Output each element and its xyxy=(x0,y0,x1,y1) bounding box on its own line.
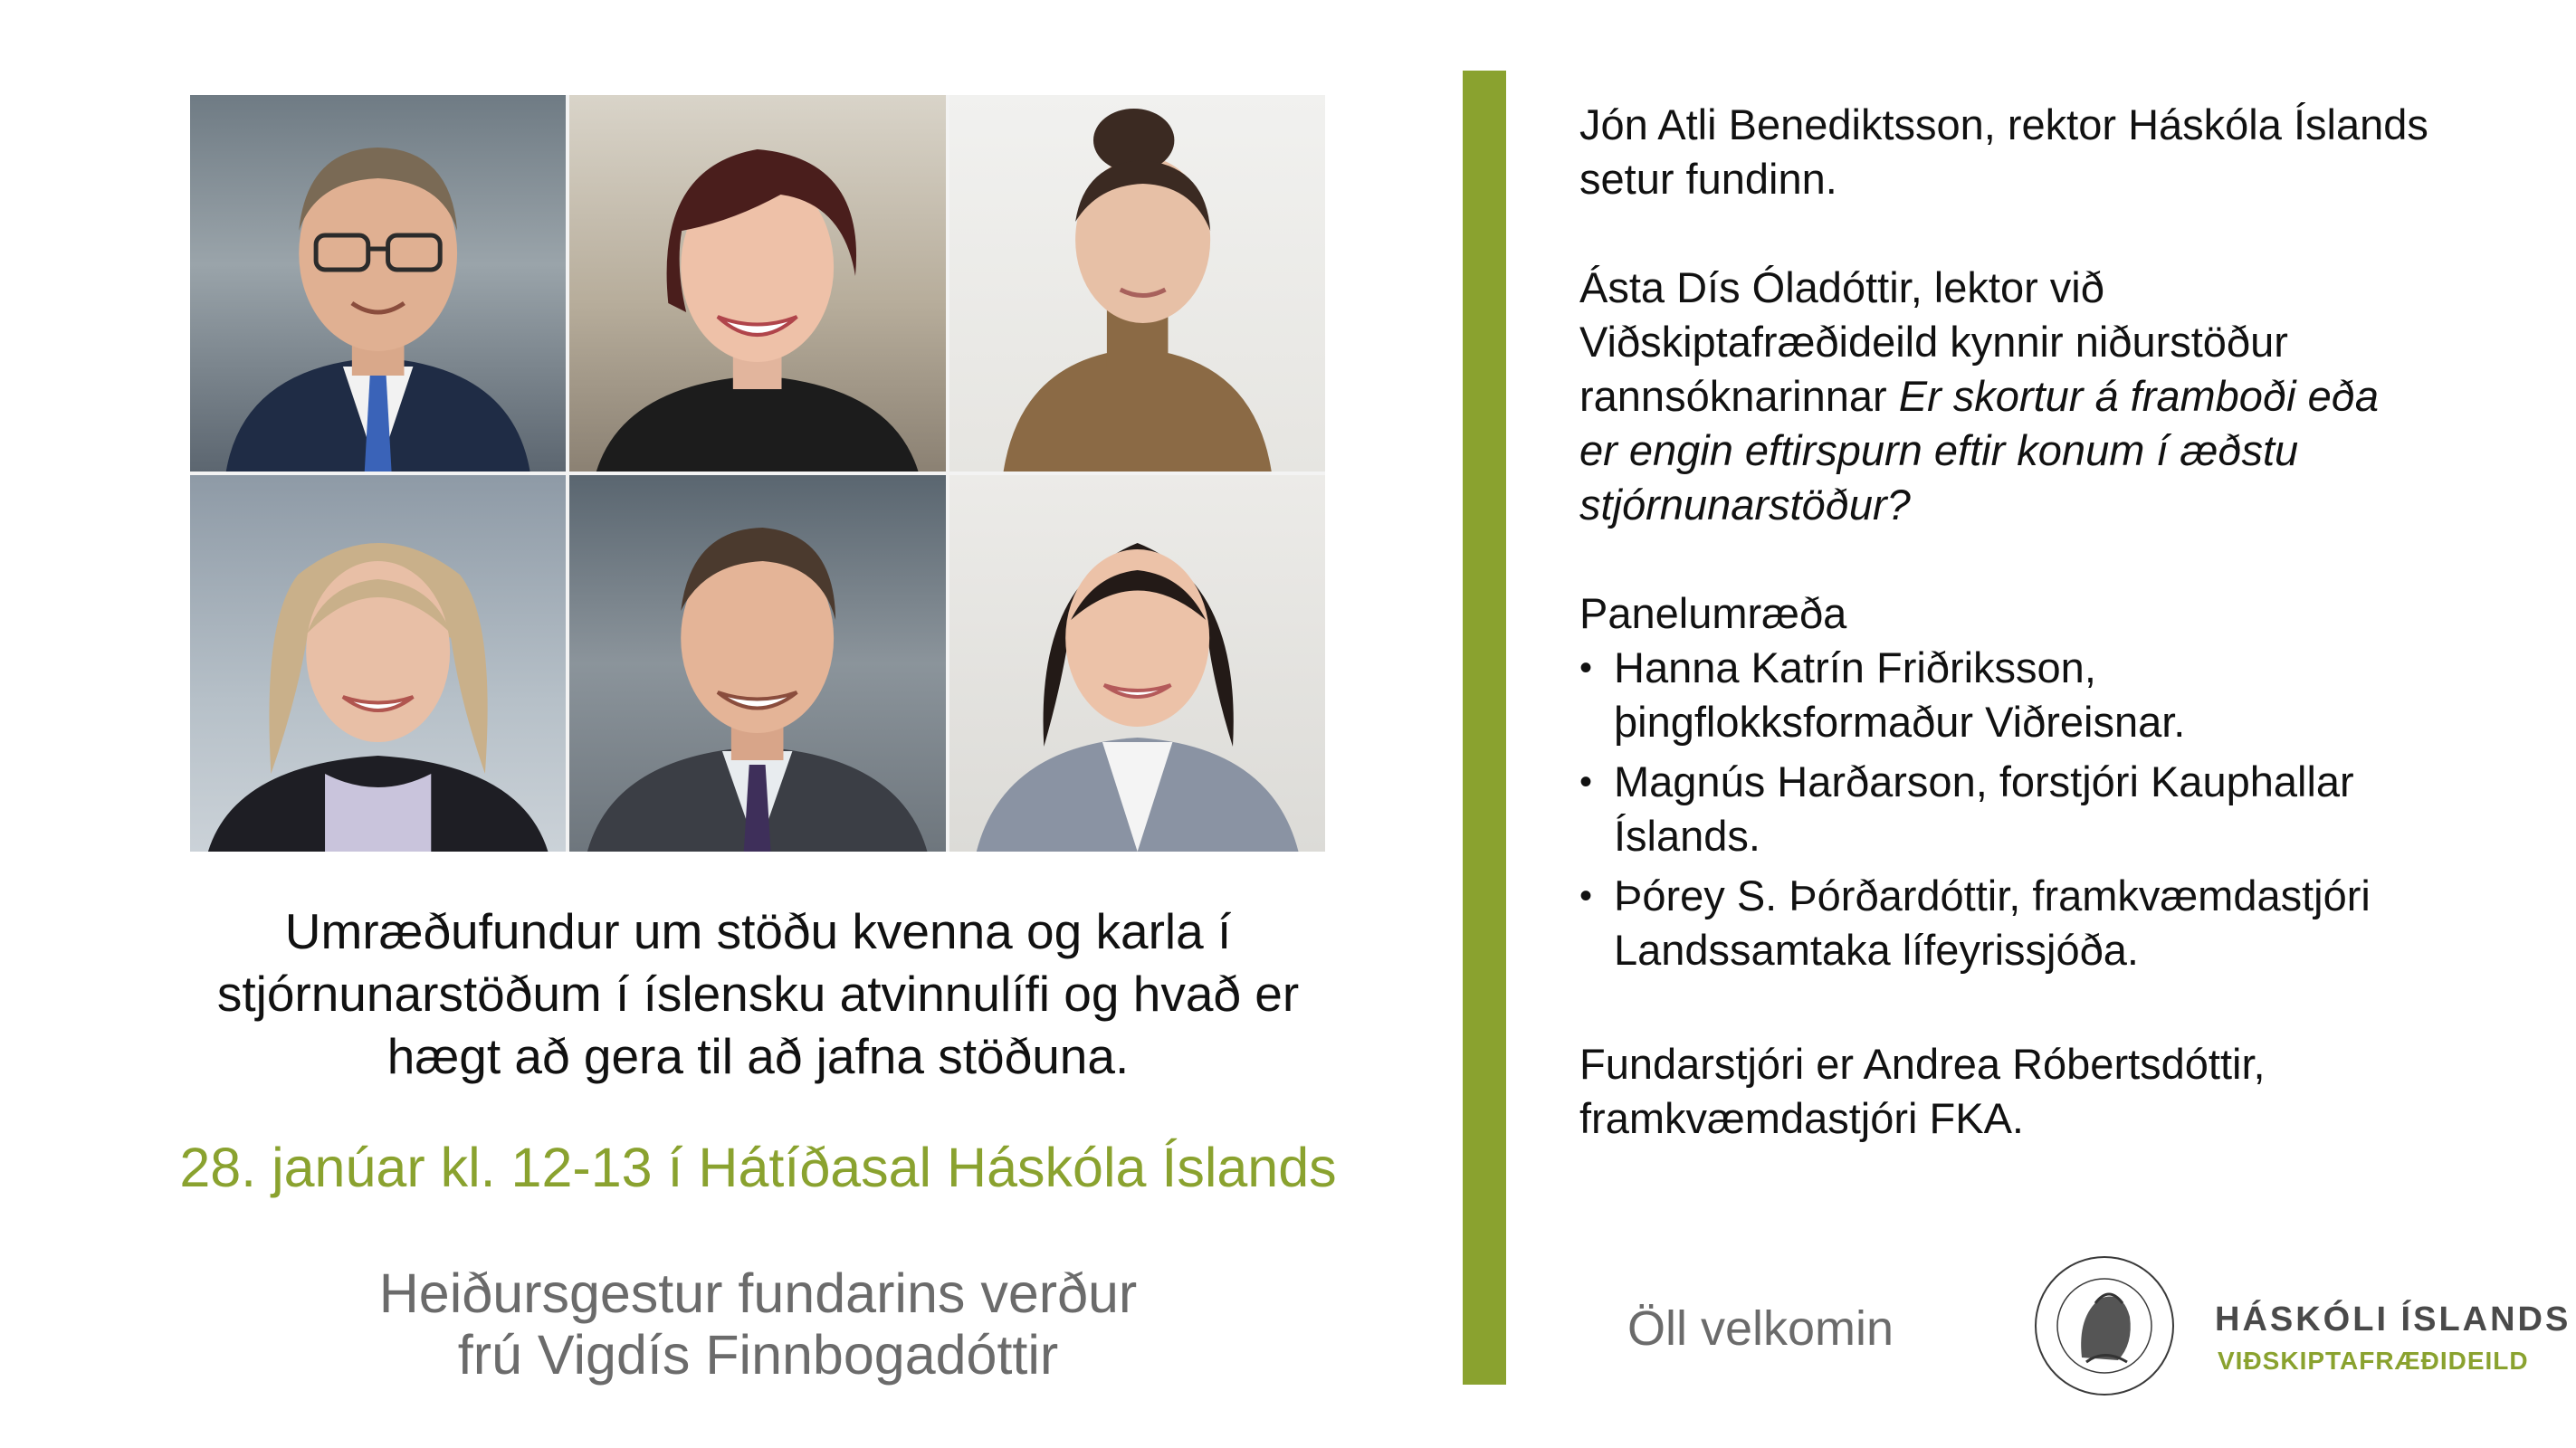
speaker-portrait xyxy=(190,475,566,852)
program-column xyxy=(1579,98,2539,1146)
headline-line: stjórnunarstöðum í íslensku atvinnulífi og hvað er xyxy=(216,966,1300,1022)
presentation-paragraph xyxy=(1579,261,2539,532)
speaker-portrait xyxy=(190,95,566,472)
speaker-portrait xyxy=(569,475,945,852)
research-title-line: er engin eftirspurn eftir konum í æðstu xyxy=(1579,426,2299,474)
opening-line: setur fundinn. xyxy=(1579,155,1837,203)
university-name: HÁSKÓLI ÍSLANDS xyxy=(2215,1300,2571,1338)
panel-member xyxy=(1579,755,2539,863)
opening-paragraph xyxy=(1579,98,2539,206)
speaker-portrait xyxy=(949,475,1325,852)
panel-member xyxy=(1579,641,2539,749)
welcome-text: Öll velkomin xyxy=(1627,1301,1894,1356)
moderator-paragraph xyxy=(1579,1037,2539,1146)
panel-member-line: Magnús Harðarson, forstjóri Kauphallar xyxy=(1614,757,2354,805)
headline-line: Umræðufundur um stöðu kvenna og karla í xyxy=(284,903,1232,959)
guest-of-honour xyxy=(127,1262,1389,1386)
opening-line: Jón Atli Benediktsson, rektor Háskóla Íslands xyxy=(1579,100,2428,148)
university-seal-icon xyxy=(2032,1253,2177,1398)
guest-line: Heiðursgestur fundarins verður xyxy=(378,1262,1138,1324)
presentation-line: Ásta Dís Óladóttir, lektor við xyxy=(1579,263,2104,311)
bullet-icon: • xyxy=(1579,876,1593,916)
panel-member-line: Landssamtaka lífeyrissjóða. xyxy=(1614,926,2139,974)
panel-list xyxy=(1579,641,2539,977)
presentation-lead: rannsóknarinnar xyxy=(1579,372,1899,420)
green-divider-bar xyxy=(1463,71,1506,1385)
panel-member-line: Íslands. xyxy=(1614,812,1760,860)
panel-member xyxy=(1579,869,2539,977)
research-title-line: stjórnunarstöður? xyxy=(1579,481,1911,529)
speaker-portrait xyxy=(949,95,1325,472)
bullet-icon: • xyxy=(1579,762,1593,802)
speaker-photo-grid xyxy=(190,95,1325,852)
moderator-line: framkvæmdastjóri FKA. xyxy=(1579,1094,2024,1142)
panel-member-line: Þórey S. Þórðardóttir, framkvæmdastjóri xyxy=(1614,872,2371,919)
moderator-line: Fundarstjóri er Andrea Róbertsdóttir, xyxy=(1579,1040,2266,1088)
presentation-line: Viðskiptafræðideild kynnir niðurstöður xyxy=(1579,318,2288,366)
speaker-portrait xyxy=(569,95,945,472)
panel-member-line: Hanna Katrín Friðriksson, xyxy=(1614,643,2096,691)
bullet-icon: • xyxy=(1579,648,1593,688)
research-title-line: Er skortur á framboði eða xyxy=(1898,372,2380,420)
panel-heading: Panelumræða xyxy=(1579,589,1847,637)
panel-member-line: þingflokksformaður Viðreisnar. xyxy=(1614,698,2186,746)
headline-line: hægt að gera til að jafna stöðuna. xyxy=(386,1028,1130,1084)
guest-line: frú Vigdís Finnbogadóttir xyxy=(457,1324,1059,1386)
department-name: VIÐSKIPTAFRÆÐIDEILD xyxy=(2218,1347,2529,1375)
event-date-location: 28. janúar kl. 12-13 í Hátíðasal Háskóla Íslands xyxy=(179,1137,1337,1198)
event-headline xyxy=(127,900,1389,1088)
